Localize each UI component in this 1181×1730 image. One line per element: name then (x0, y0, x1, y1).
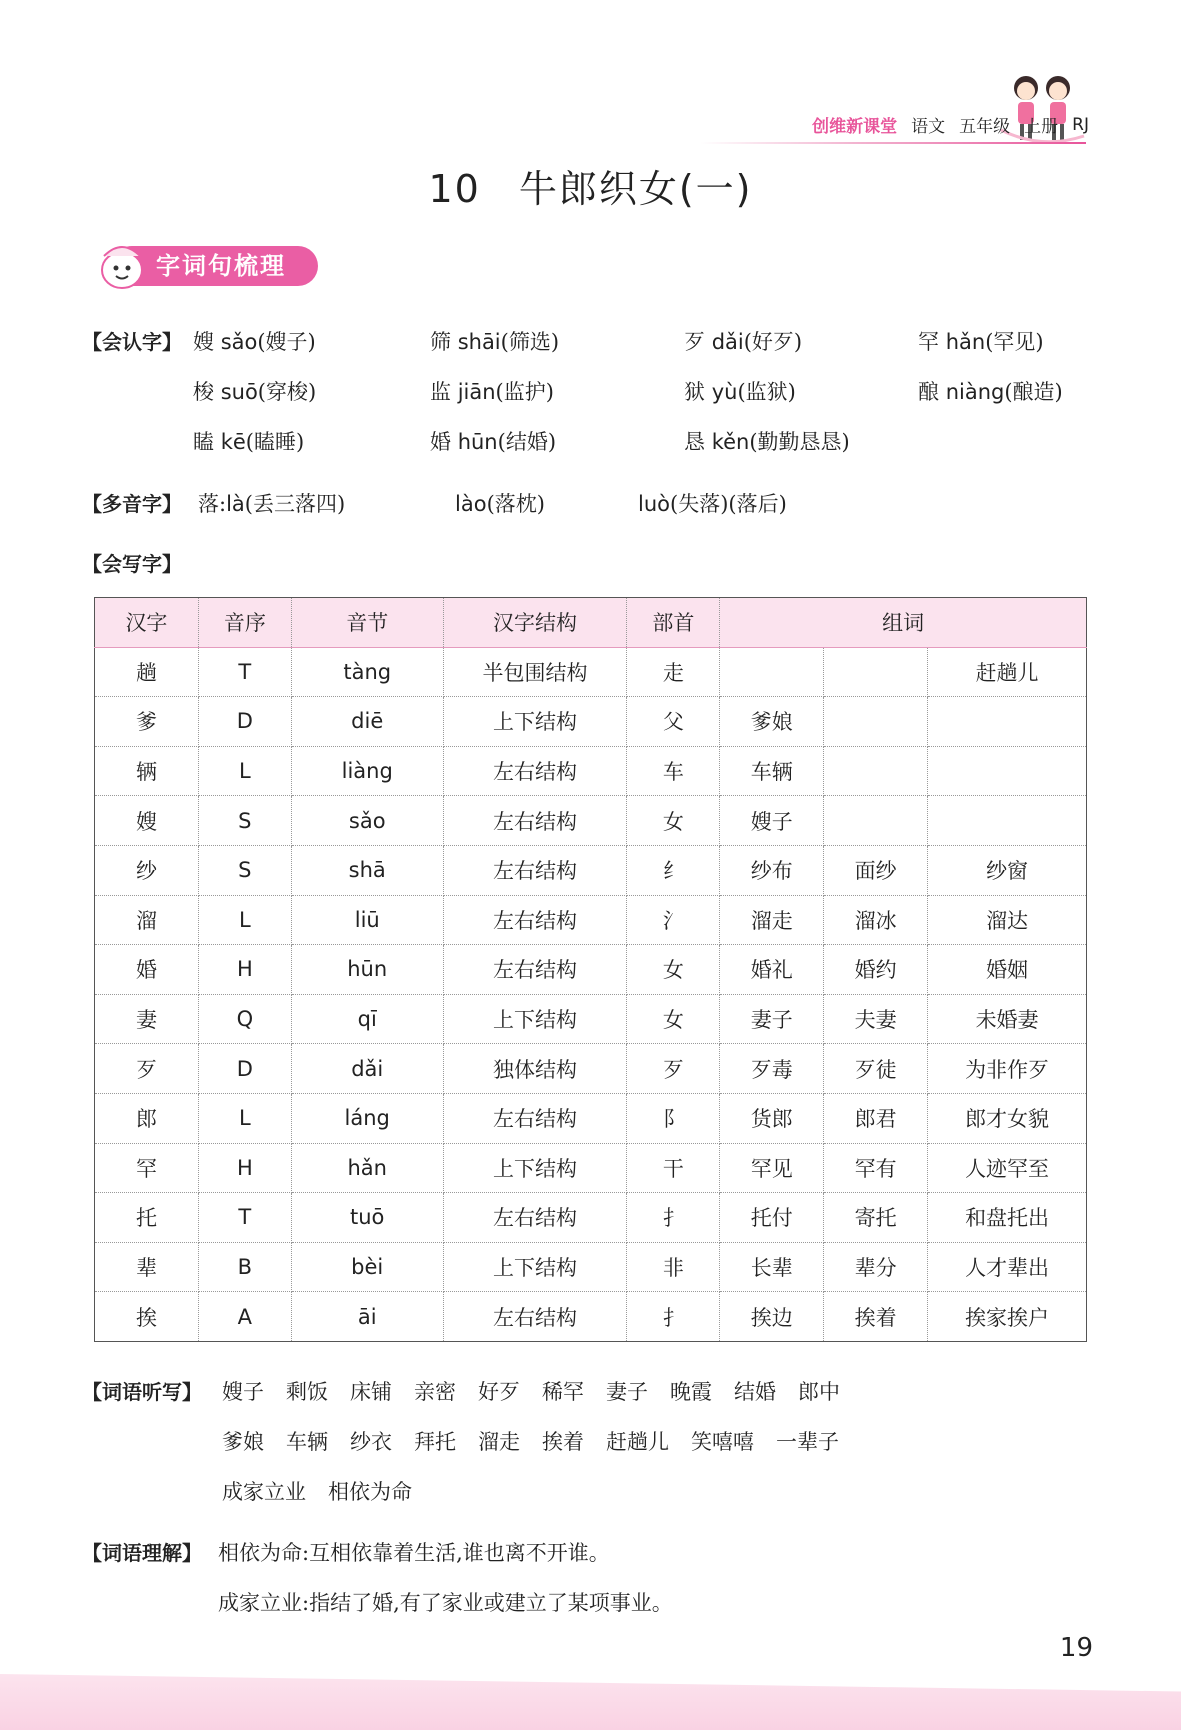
cell-structure: 半包围结构 (443, 647, 627, 697)
cell-word (720, 647, 824, 697)
cell-initial: L (198, 1093, 291, 1143)
recognize-entry: 婚 hūn(结婚) (430, 430, 557, 454)
cell-word (824, 746, 928, 796)
cell-word: 和盘托出 (928, 1193, 1087, 1243)
subject: 语文 (911, 117, 946, 137)
dictation-word: 晚霞 (670, 1380, 712, 1404)
cell-radical: 扌 (627, 1193, 720, 1243)
cell-word: 爹娘 (720, 697, 824, 747)
cell-char: 妻 (95, 994, 199, 1044)
header-structure: 汉字结构 (443, 598, 627, 648)
cell-word: 溜达 (928, 895, 1087, 945)
page-number: 19 (1059, 1633, 1093, 1663)
cell-radical: 干 (627, 1143, 720, 1193)
dictation-word: 溜走 (478, 1430, 520, 1454)
cell-word: 罕有 (824, 1143, 928, 1193)
cell-initial: B (198, 1242, 291, 1292)
dictation-row (222, 1426, 861, 1456)
cell-char: 罕 (95, 1143, 199, 1193)
cell-word: 为非作歹 (928, 1044, 1087, 1094)
dictation-word: 拜托 (414, 1430, 456, 1454)
dictation-word: 好歹 (478, 1380, 520, 1404)
cell-structure: 上下结构 (443, 994, 627, 1044)
cell-initial: L (198, 895, 291, 945)
dictation-word: 妻子 (606, 1380, 648, 1404)
dictation-label: 【词语听写】 (82, 1380, 202, 1404)
cell-char: 趟 (95, 647, 199, 697)
cell-word: 妻子 (720, 994, 824, 1044)
dictation-word: 稀罕 (542, 1380, 584, 1404)
table-row (95, 845, 1087, 895)
cell-initial: A (198, 1292, 291, 1342)
cell-word (928, 697, 1087, 747)
mascot-icon (94, 240, 152, 294)
cell-word (928, 746, 1087, 796)
cell-word (824, 647, 928, 697)
cell-initial: T (198, 647, 291, 697)
cell-structure: 左右结构 (443, 945, 627, 995)
table-row (95, 1044, 1087, 1094)
cell-syllable: sǎo (291, 796, 443, 846)
dictation-word: 亲密 (414, 1380, 456, 1404)
table-row (95, 1292, 1087, 1342)
recognize-entry: 恳 kěn(勤勤恳恳) (684, 430, 850, 454)
dictation-word: 嫂子 (222, 1380, 264, 1404)
header-radical: 部首 (627, 598, 720, 648)
header-rule (700, 142, 1086, 144)
cell-word: 歹徒 (824, 1044, 928, 1094)
cell-word: 挨边 (720, 1292, 824, 1342)
cell-structure: 左右结构 (443, 1093, 627, 1143)
understand-item: 成家立业:指结了婚,有了家业或建立了某项事业。 (218, 1591, 673, 1615)
cell-syllable: láng (291, 1093, 443, 1143)
recognize-entry: 筛 shāi(筛选) (430, 330, 560, 354)
dictation-word: 成家立业 (222, 1480, 306, 1504)
header (812, 112, 1089, 137)
header-char: 汉字 (95, 598, 199, 648)
recognize-label: 【会认字】 (82, 330, 182, 354)
cell-radical: 女 (627, 796, 720, 846)
recognize-entry: 瞌 kē(瞌睡) (193, 430, 305, 454)
cell-word: 长辈 (720, 1242, 824, 1292)
cell-word (928, 796, 1087, 846)
cell-radical: 阝 (627, 1093, 720, 1143)
table-row (95, 994, 1087, 1044)
cell-word: 面纱 (824, 845, 928, 895)
cell-word (824, 697, 928, 747)
cell-word: 郎才女貌 (928, 1093, 1087, 1143)
cell-word: 货郎 (720, 1093, 824, 1143)
header-syllable: 音节 (291, 598, 443, 648)
dictation-word: 相依为命 (328, 1480, 412, 1504)
cell-char: 辆 (95, 746, 199, 796)
cell-word: 郎君 (824, 1093, 928, 1143)
recognize-entry: 梭 suō(穿梭) (193, 380, 317, 404)
cell-syllable: shā (291, 845, 443, 895)
dictation-word: 纱衣 (350, 1430, 392, 1454)
kids-illustration (996, 70, 1086, 150)
header-words: 组词 (720, 598, 1087, 648)
cell-char: 纱 (95, 845, 199, 895)
cell-word: 未婚妻 (928, 994, 1087, 1044)
understand-item: 相依为命:互相依靠着生活,谁也离不开谁。 (218, 1541, 610, 1565)
cell-char: 溜 (95, 895, 199, 945)
recognize-entry: 酿 niàng(酿造) (918, 380, 1063, 404)
table-row (95, 1143, 1087, 1193)
cell-initial: T (198, 1193, 291, 1243)
dictation-word: 一辈子 (776, 1430, 839, 1454)
cell-word: 人迹罕至 (928, 1143, 1087, 1193)
cell-initial: D (198, 697, 291, 747)
dictation-row (222, 1476, 434, 1506)
cell-word: 溜冰 (824, 895, 928, 945)
cell-radical: 纟 (627, 845, 720, 895)
recognize-entry: 罕 hǎn(罕见) (918, 330, 1044, 354)
cell-initial: D (198, 1044, 291, 1094)
cell-word: 挨家挨户 (928, 1292, 1087, 1342)
polyphone-entry: lào(落枕) (455, 492, 545, 516)
cell-word: 挨着 (824, 1292, 928, 1342)
recognize-entry: 歹 dǎi(好歹) (684, 330, 803, 354)
cell-initial: H (198, 945, 291, 995)
cell-syllable: liàng (291, 746, 443, 796)
cell-structure: 左右结构 (443, 796, 627, 846)
character-table (94, 597, 1087, 1342)
section-badge-label: 字词句梳理 (112, 246, 318, 286)
polyphone-entry: luò(失落)(落后) (638, 492, 787, 516)
cell-char: 婚 (95, 945, 199, 995)
cell-word: 溜走 (720, 895, 824, 945)
cell-word: 歹毒 (720, 1044, 824, 1094)
recognize-entry: 监 jiān(监护) (430, 380, 554, 404)
cell-word: 罕见 (720, 1143, 824, 1193)
page-title (0, 158, 1181, 213)
section-badge (94, 244, 318, 288)
footer-band (0, 1660, 1181, 1730)
table-row (95, 895, 1087, 945)
recognize-entry: 狱 yù(监狱) (684, 380, 796, 404)
cell-radical: 女 (627, 994, 720, 1044)
brand-name: 创维新课堂 (812, 117, 898, 137)
cell-word: 辈分 (824, 1242, 928, 1292)
dictation-word: 剩饭 (286, 1380, 328, 1404)
cell-structure: 左右结构 (443, 746, 627, 796)
cell-initial: Q (198, 994, 291, 1044)
cell-word: 婚礼 (720, 945, 824, 995)
cell-structure: 上下结构 (443, 697, 627, 747)
dictation-word: 床铺 (350, 1380, 392, 1404)
cell-structure: 左右结构 (443, 895, 627, 945)
cell-word: 夫妻 (824, 994, 928, 1044)
cell-syllable: bèi (291, 1242, 443, 1292)
cell-radical: 父 (627, 697, 720, 747)
polyphone-entry: 落:là(丢三落四) (198, 492, 346, 516)
dictation-word: 赶趟儿 (606, 1430, 669, 1454)
cell-syllable: liū (291, 895, 443, 945)
dictation-word: 挨着 (542, 1430, 584, 1454)
table-row (95, 1242, 1087, 1292)
header-initial: 音序 (198, 598, 291, 648)
cell-char: 嫂 (95, 796, 199, 846)
cell-initial: H (198, 1143, 291, 1193)
table-row (95, 647, 1087, 697)
table-row (95, 1193, 1087, 1243)
recognize-entry: 嫂 sǎo(嫂子) (193, 330, 316, 354)
cell-structure: 左右结构 (443, 1193, 627, 1243)
cell-word: 人才辈出 (928, 1242, 1087, 1292)
cell-initial: S (198, 845, 291, 895)
table-row (95, 746, 1087, 796)
table-row (95, 1093, 1087, 1143)
cell-syllable: tuō (291, 1193, 443, 1243)
cell-radical: 歹 (627, 1044, 720, 1094)
cell-radical: 车 (627, 746, 720, 796)
cell-radical: 女 (627, 945, 720, 995)
cell-word: 婚约 (824, 945, 928, 995)
table-row (95, 697, 1087, 747)
cell-word: 寄托 (824, 1193, 928, 1243)
cell-word: 纱窗 (928, 845, 1087, 895)
table-header-row (95, 598, 1087, 648)
cell-word: 婚姻 (928, 945, 1087, 995)
polyphone-label: 【多音字】 (82, 492, 182, 516)
cell-char: 挨 (95, 1292, 199, 1342)
lesson-number: 10 (428, 167, 481, 211)
grade: 五年级 (959, 117, 1011, 137)
dictation-word: 笑嘻嘻 (691, 1430, 754, 1454)
understand-label: 【词语理解】 (82, 1541, 202, 1565)
cell-char: 辈 (95, 1242, 199, 1292)
cell-syllable: hūn (291, 945, 443, 995)
cell-radical: 扌 (627, 1292, 720, 1342)
cell-structure: 独体结构 (443, 1044, 627, 1094)
cell-structure: 左右结构 (443, 845, 627, 895)
cell-structure: 上下结构 (443, 1143, 627, 1193)
dictation-row (222, 1376, 862, 1406)
cell-word: 纱布 (720, 845, 824, 895)
cell-syllable: dǎi (291, 1044, 443, 1094)
write-label: 【会写字】 (82, 552, 182, 576)
cell-word (824, 796, 928, 846)
dictation-word: 车辆 (286, 1430, 328, 1454)
table-row (95, 945, 1087, 995)
cell-char: 托 (95, 1193, 199, 1243)
cell-char: 爹 (95, 697, 199, 747)
cell-char: 歹 (95, 1044, 199, 1094)
cell-radical: 非 (627, 1242, 720, 1292)
table-row (95, 796, 1087, 846)
cell-initial: S (198, 796, 291, 846)
cell-word: 赶趟儿 (928, 647, 1087, 697)
cell-radical: 氵 (627, 895, 720, 945)
cell-structure: 左右结构 (443, 1292, 627, 1342)
lesson-title: 牛郎织女(一) (518, 167, 753, 211)
dictation-word: 结婚 (734, 1380, 776, 1404)
cell-structure: 上下结构 (443, 1242, 627, 1292)
cell-char: 郎 (95, 1093, 199, 1143)
dictation-word: 爹娘 (222, 1430, 264, 1454)
cell-syllable: qī (291, 994, 443, 1044)
cell-word: 托付 (720, 1193, 824, 1243)
cell-initial: L (198, 746, 291, 796)
cell-word: 车辆 (720, 746, 824, 796)
edition: RJ (1072, 114, 1089, 135)
cell-syllable: āi (291, 1292, 443, 1342)
volume: 上册 (1024, 117, 1059, 137)
cell-syllable: hǎn (291, 1143, 443, 1193)
cell-syllable: diē (291, 697, 443, 747)
dictation-word: 郎中 (798, 1380, 840, 1404)
cell-word: 嫂子 (720, 796, 824, 846)
cell-radical: 走 (627, 647, 720, 697)
cell-syllable: tàng (291, 647, 443, 697)
